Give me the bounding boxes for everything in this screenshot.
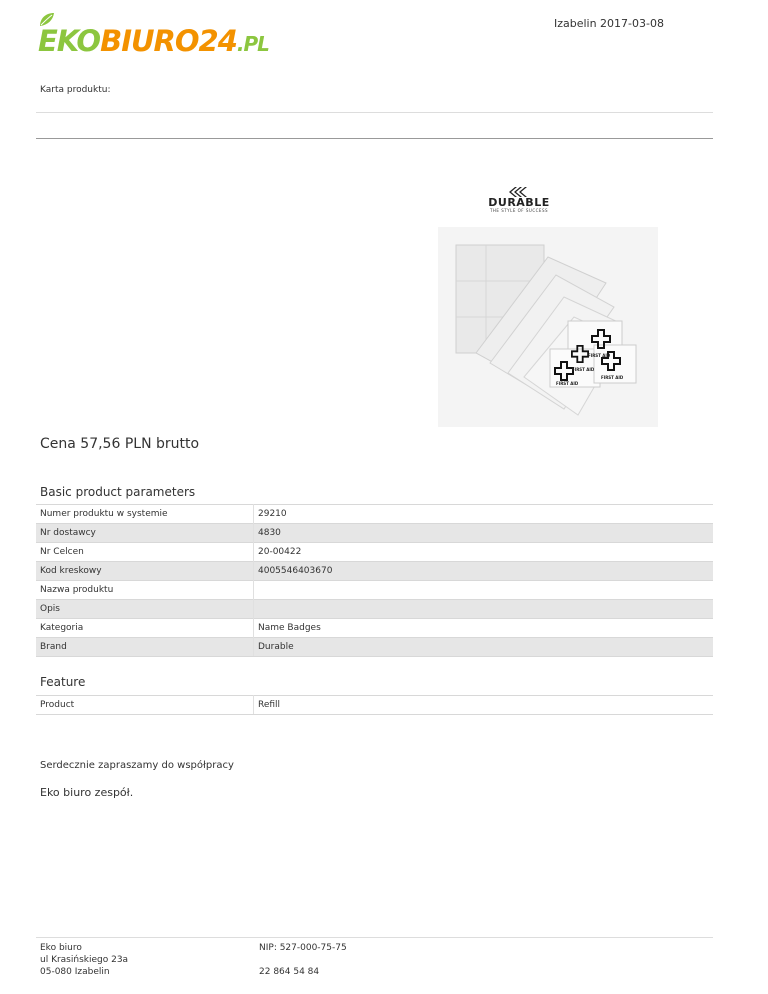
feature-table: [36, 695, 713, 715]
table-row: [36, 581, 713, 600]
company-name: Eko biuro: [40, 943, 82, 953]
table-row: [36, 543, 713, 562]
param-key: Kategoria: [36, 619, 254, 638]
basic-params-table: [36, 504, 713, 657]
site-logo[interactable]: [38, 14, 269, 56]
param-value: 29210: [254, 505, 714, 524]
param-value: 20-00422: [254, 543, 714, 562]
document-date: Izabelin 2017-03-08: [553, 17, 664, 30]
logo-eko: EKO: [38, 24, 101, 58]
badge-label: FIRST AID: [588, 353, 611, 358]
feature-title: Feature: [40, 675, 86, 689]
param-value: Name Badges: [254, 619, 714, 638]
first-aid-cross-icon: [554, 361, 574, 381]
company-phone: 22 864 54 84: [259, 967, 320, 977]
param-key: Opis: [36, 600, 254, 619]
badge-label: FIRST AID: [572, 367, 595, 372]
table-row: [36, 505, 713, 524]
brand-logo: [476, 186, 562, 214]
table-row: [36, 619, 713, 638]
table-row: [36, 638, 713, 657]
param-value: [254, 581, 714, 600]
brand-name: DURABLE: [488, 196, 550, 209]
param-value: Durable: [254, 638, 714, 657]
param-value: 4005546403670: [254, 562, 714, 581]
team-signature: Eko biuro zespół.: [40, 786, 134, 799]
basic-params-title: Basic product parameters: [40, 485, 196, 499]
badge-label: FIRST AID: [601, 375, 624, 380]
feature-key: Product: [36, 696, 254, 715]
company-city: 05-080 Izabelin: [40, 967, 110, 977]
param-value: [254, 600, 714, 619]
footer-address: [40, 942, 128, 978]
table-row: [36, 696, 713, 715]
leaf-icon: [38, 12, 56, 28]
product-price: Cena 57,56 PLN brutto: [40, 436, 200, 452]
logo-biuro: BIURO24: [100, 24, 237, 58]
footer-divider: [36, 937, 713, 938]
param-key: Brand: [36, 638, 254, 657]
badge-sheets-illustration: [438, 227, 658, 427]
invitation-text: Serdecznie zapraszamy do współpracy: [40, 760, 234, 771]
company-street: ul Krasińskiego 23a: [40, 955, 129, 965]
param-key: Nr dostawcy: [36, 524, 254, 543]
param-key: Nr Celcen: [36, 543, 254, 562]
table-row: [36, 600, 713, 619]
divider: [36, 112, 713, 113]
param-key: Kod kreskowy: [36, 562, 254, 581]
divider: [36, 138, 713, 139]
first-aid-cross-icon: [591, 329, 611, 349]
param-key: Nazwa produktu: [36, 581, 254, 600]
badge-label: FIRST AID: [556, 381, 579, 386]
table-row: [36, 524, 713, 543]
card-label: Karta produktu:: [40, 85, 111, 95]
company-nip: NIP: 527-000-75-75: [259, 943, 347, 953]
param-value: 4830: [254, 524, 714, 543]
brand-tagline: THE STYLE OF SUCCESS: [489, 208, 549, 213]
feature-value: Refill: [254, 696, 714, 715]
logo-pl: .PL: [236, 32, 269, 56]
param-key: Numer produktu w systemie: [36, 505, 254, 524]
table-row: [36, 562, 713, 581]
product-image: [438, 227, 658, 427]
